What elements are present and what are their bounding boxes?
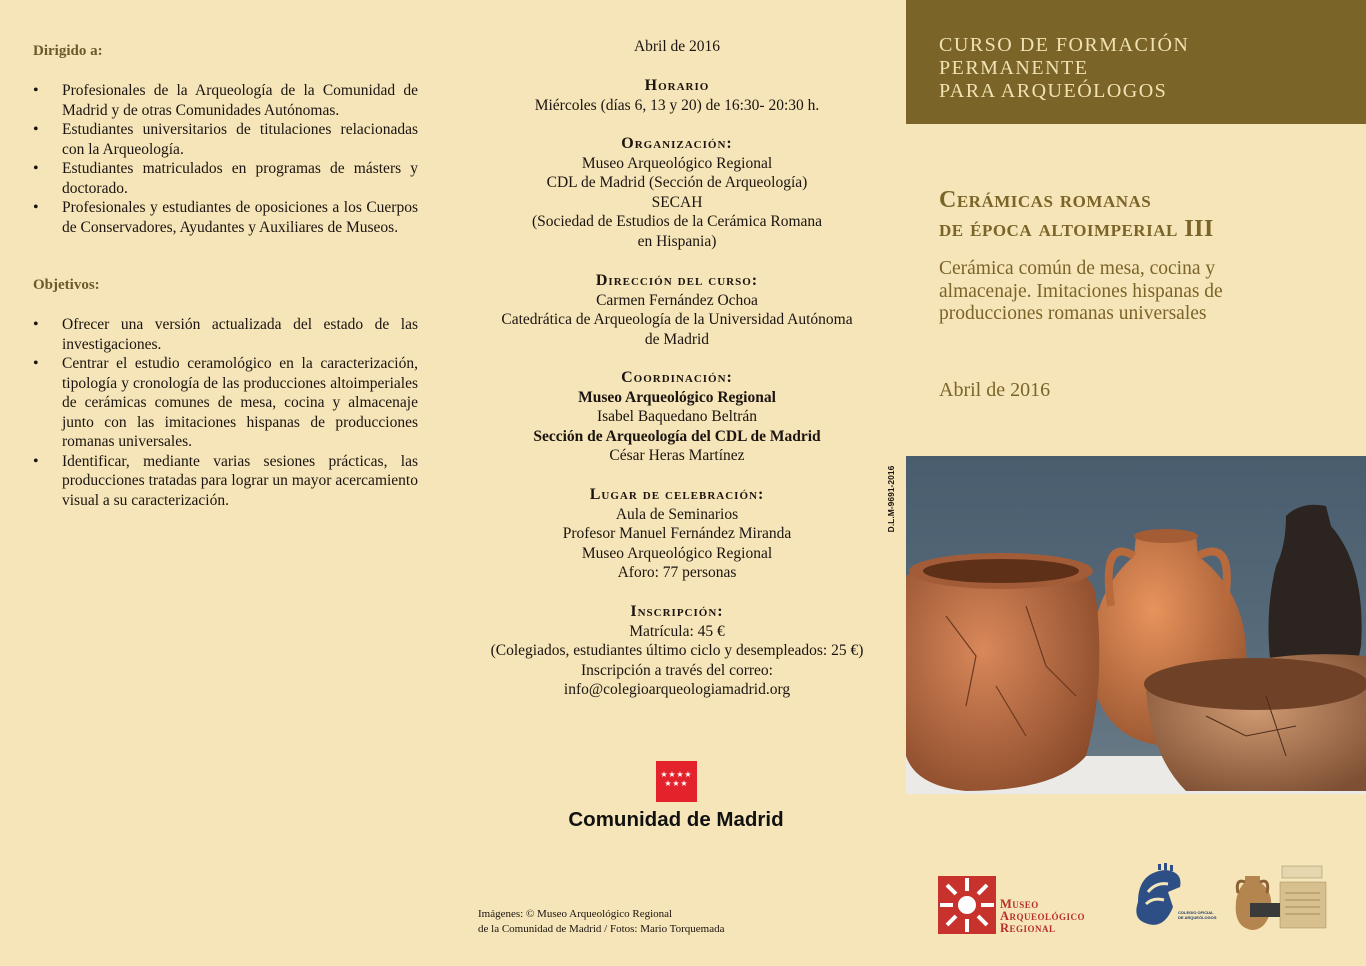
- amphora-icon: [1230, 858, 1330, 934]
- schedule-heading: Horario: [644, 77, 710, 94]
- list-item: • Ofrecer una versión actualizada del estado de las investigaciones.: [33, 316, 418, 353]
- organization-line: (Sociedad de Estudios de la Cerámica Romana: [531, 213, 823, 230]
- banner-line: CURSO DE FORMACIÓN: [939, 34, 1190, 56]
- direction-heading: Dirección del curso:: [595, 272, 759, 289]
- pottery-image: [906, 456, 1366, 794]
- venue-line: Museo Arqueológico Regional: [581, 544, 773, 562]
- course-date-right: Abril de 2016: [939, 379, 1051, 401]
- title-line: de época altoimperial III: [939, 216, 1214, 242]
- credits-line: de la Comunidad de Madrid / Fotos: Mario Torquemada: [478, 923, 725, 935]
- coordination-org: Sección de Arqueología del CDL de Madrid: [533, 427, 821, 445]
- image-credits: [478, 907, 725, 937]
- college-logo-text: COLEGIO OFICIAL DE ARQUEÓLOGOS: [1178, 910, 1217, 920]
- credits-line: Imágenes: © Museo Arqueológico Regional: [478, 908, 673, 920]
- museum-sun-logo: [938, 876, 996, 934]
- organization-heading: Organización:: [621, 135, 733, 152]
- secah-logo: [1230, 858, 1330, 934]
- schedule-section: [450, 76, 904, 115]
- coordination-heading: Coordinación:: [621, 369, 733, 386]
- svg-text:★: ★: [664, 779, 672, 788]
- right-column: [906, 0, 1366, 966]
- title-line: Cerámicas romanas: [939, 187, 1152, 213]
- organization-section: [450, 134, 904, 251]
- svg-text:★: ★: [680, 779, 688, 788]
- course-banner: [906, 0, 1366, 124]
- registration-line: (Colegiados, estudiantes último ciclo y desempleados: 25 €): [490, 642, 864, 659]
- organization-line: SECAH: [651, 193, 703, 211]
- list-item: • Estudiantes matriculados en programas de másters y doctorado.: [33, 160, 418, 197]
- list-item: • Centrar el estudio ceramológico en la caracterización, tipología y cronología de las producciones altoimperiales de cerámicas comunes de mesa, cocina y almacenaje junto con las imitaciones hispanas de producciones romanas universales.: [33, 355, 418, 450]
- direction-line: de Madrid: [644, 330, 710, 348]
- venue-line: Aula de Seminarios: [615, 505, 739, 523]
- registration-email[interactable]: info@colegioarqueologiamadrid.org: [563, 681, 791, 698]
- registration-section: [450, 602, 904, 700]
- ceramics-photo: [906, 456, 1366, 794]
- venue-line: Aforo: 77 personas: [617, 564, 737, 581]
- coordination-name: Isabel Baquedano Beltrán: [596, 408, 758, 425]
- organization-line: CDL de Madrid (Sección de Arqueología): [546, 174, 808, 191]
- schedule-text: Miércoles (días 6, 13 y 20) de 16:30- 20:30 h.: [534, 96, 820, 114]
- svg-text:★: ★: [684, 770, 692, 779]
- venue-line: Profesor Manuel Fernández Miranda: [562, 525, 792, 542]
- helmet-icon: [1128, 862, 1208, 934]
- svg-text:★: ★: [668, 770, 676, 779]
- madrid-logo-text: Comunidad de Madrid: [568, 808, 784, 831]
- sun-icon: [938, 876, 996, 934]
- svg-text:★: ★: [660, 770, 668, 779]
- madrid-flag-logo: [656, 761, 697, 802]
- organization-line: Museo Arqueológico Regional: [581, 154, 773, 172]
- target-heading: Dirigido a:: [33, 43, 103, 59]
- direction-line: Catedrática de Arqueología de la Universidad Autónoma: [501, 311, 853, 328]
- list-item: • Profesionales de la Arqueología de la Comunidad de Madrid y de otras Comunidades Autónomas.: [33, 82, 418, 119]
- legal-deposit: D.L.M-9691-2016: [886, 465, 896, 533]
- coordination-org: Museo Arqueológico Regional: [578, 388, 776, 406]
- objectives-list: [33, 315, 418, 510]
- organization-line: en Hispania): [637, 232, 717, 250]
- banner-line: PERMANENTE: [939, 57, 1089, 79]
- svg-text:★: ★: [672, 779, 680, 788]
- banner-line: PARA ARQUEÓLOGOS: [939, 80, 1168, 102]
- college-logo: [1128, 862, 1208, 934]
- registration-line: Matrícula: 45 €: [629, 622, 725, 640]
- coordination-name: César Heras Martínez: [609, 447, 745, 464]
- direction-section: [450, 271, 904, 349]
- registration-line: Inscripción a través del correo:: [581, 661, 773, 679]
- svg-text:★: ★: [676, 770, 684, 779]
- course-subtitle: Cerámica común de mesa, cocina y almacenaje. Imitaciones hispanas de producciones romanas universales: [939, 258, 1223, 324]
- museum-logo-text: Museo Arqueológico Regional: [1000, 897, 1086, 935]
- objectives-heading: Objetivos:: [33, 277, 100, 293]
- direction-line: Carmen Fernández Ochoa: [596, 291, 758, 309]
- registration-heading: Inscripción:: [630, 603, 724, 620]
- list-item: • Profesionales y estudiantes de oposiciones a los Cuerpos de Conservadores, Ayudantes y Auxiliares de Museos.: [33, 199, 418, 236]
- target-list: [33, 81, 418, 237]
- venue-heading: Lugar de celebración:: [589, 486, 765, 503]
- stars-icon: [656, 761, 697, 802]
- course-title: [939, 186, 1214, 244]
- course-date: Abril de 2016: [633, 38, 721, 55]
- list-item: • Estudiantes universitarios de titulaciones relacionadas con la Arqueología.: [33, 121, 418, 158]
- list-item: • Identificar, mediante varias sesiones prácticas, las producciones tratadas para lograr un mayor acercamiento visual a su caracterización.: [33, 452, 418, 509]
- coordination-section: [450, 368, 904, 466]
- left-column: [0, 0, 450, 966]
- venue-section: [450, 485, 904, 583]
